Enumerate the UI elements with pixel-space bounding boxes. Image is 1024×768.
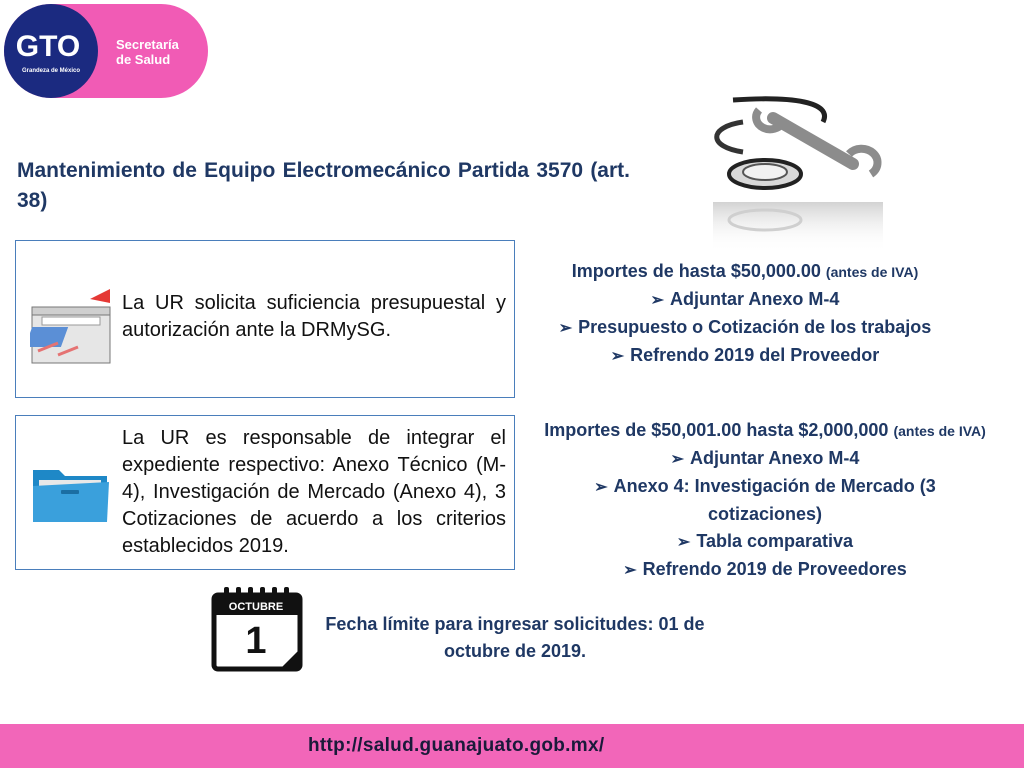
list-item <box>520 342 970 370</box>
tier2-item: Adjuntar Anexo M-4 <box>690 448 860 468</box>
list-item <box>515 473 1015 528</box>
stethoscope-wrench-icon <box>703 92 883 260</box>
tier2-heading-line <box>515 417 1015 445</box>
arrow-bullet-icon: ➢ <box>650 292 665 309</box>
tier1-item: Refrendo 2019 del Proveedor <box>630 345 880 365</box>
arrow-bullet-icon: ➢ <box>676 534 691 551</box>
list-item <box>520 314 970 342</box>
list-item <box>515 556 1015 584</box>
list-item <box>515 445 1015 473</box>
document-tray-icon <box>30 289 114 365</box>
footer-url-link[interactable]: http://salud.guanajuato.gob.mx/ <box>308 735 605 756</box>
arrow-bullet-icon: ➢ <box>623 562 637 579</box>
arrow-bullet-icon: ➢ <box>594 479 608 496</box>
arrow-bullet-icon: ➢ <box>558 320 573 337</box>
tier2-heading: Importes de $50,001.00 hasta $2,000,000 <box>544 420 889 440</box>
deadline-text: Fecha límite para ingresar solicitudes: 01 de octubre de 2019. <box>325 614 705 661</box>
tier1-item: Adjuntar Anexo M-4 <box>670 289 840 309</box>
page-title: Mantenimiento de Equipo Electromecánico Partida 3570 (art. 38) <box>17 159 630 212</box>
logo-dept-line1: Secretaría <box>116 37 179 52</box>
arrow-bullet-icon: ➢ <box>670 451 685 468</box>
arrow-bullet-icon: ➢ <box>610 348 625 365</box>
tier1-heading-line <box>520 258 970 286</box>
tier2-item: Refrendo 2019 de Proveedores <box>642 559 907 579</box>
tier1-item: Presupuesto o Cotización de los trabajos <box>578 317 932 337</box>
logo-text: GTO <box>15 30 81 63</box>
tier2-item: Anexo 4: Investigación de Mercado (3 cotizaciones) <box>613 476 936 524</box>
step-text-file: La UR es responsable de integrar el expediente respectivo: Anexo Técnico (M-4), Investigación de Mercado (Anexo 4), 3 Cotizaciones de acuerdo a los criterios establecidos 2019. <box>122 427 506 557</box>
step-text-budget: La UR solicita suficiencia presupuestal y autorización ante la DRMySG. <box>122 292 506 341</box>
step-box-file <box>15 415 515 570</box>
logo-dept-line2: de Salud <box>116 52 171 67</box>
folder-icon <box>31 462 111 524</box>
list-item <box>520 286 970 314</box>
tier1-requirements <box>520 258 970 370</box>
tier2-item: Tabla comparativa <box>696 531 854 551</box>
calendar-icon <box>210 585 306 673</box>
calendar-month: OCTUBRE <box>228 601 284 613</box>
gto-logo <box>4 4 210 100</box>
tier1-heading: Importes de hasta $50,000.00 <box>571 261 821 281</box>
list-item <box>515 528 1015 556</box>
tier1-note: (antes de IVA) <box>825 264 919 280</box>
tier2-note: (antes de IVA) <box>893 423 986 439</box>
calendar-day: 1 <box>245 620 267 662</box>
step-box-budget <box>15 240 515 398</box>
tier2-requirements <box>515 417 1015 584</box>
logo-tagline: Grandeza de México <box>21 68 81 74</box>
